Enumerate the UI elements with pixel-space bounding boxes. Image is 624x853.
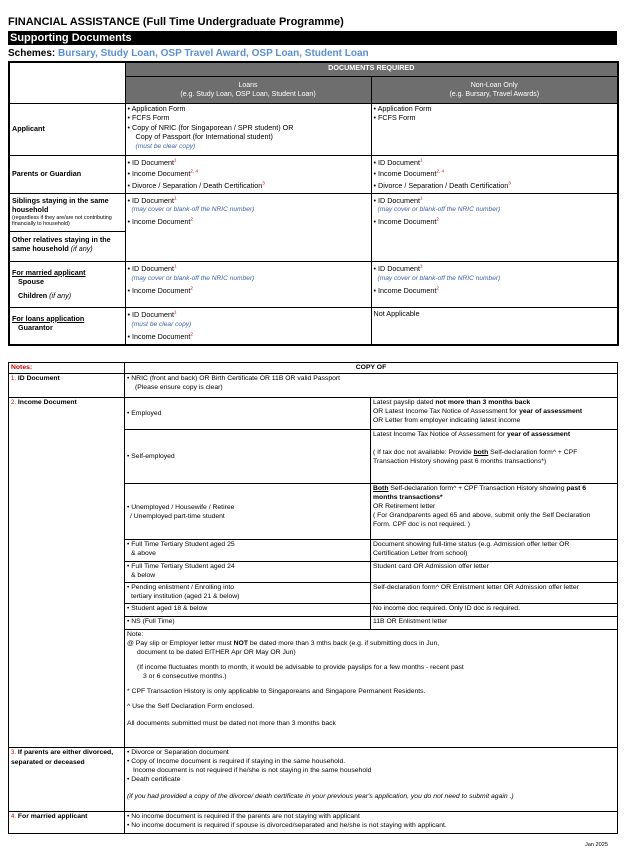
list-item: & below: [131, 572, 156, 579]
guarantor-loans-cell: [125, 307, 371, 345]
notes-table: [8, 362, 618, 834]
income-category: [125, 562, 371, 583]
list-item: • Application Form: [373, 103, 432, 113]
list-item-text: • ID Document: [127, 157, 174, 167]
nonloan-subtitle: (e.g. Bursary, Travel Awards): [449, 90, 540, 98]
list-item: [128, 286, 369, 296]
list-item-text: • Divorce / Separation / Death Certification: [127, 180, 263, 190]
nric-note: (may cover or blank-off the NRIC number): [131, 275, 255, 283]
list-item-text: • ID Document: [373, 157, 420, 167]
income-category: • Employed: [125, 398, 371, 430]
income-category: [125, 484, 371, 540]
notes-header: Notes:: [9, 363, 125, 374]
list-item-text: • ID Document: [127, 263, 174, 273]
income-category: • Student aged 18 & below: [125, 604, 371, 617]
list-item: [374, 169, 616, 179]
footnote-ref: 2: [436, 216, 439, 222]
married-nonloan-cell: [371, 261, 618, 307]
table-corner: [9, 62, 125, 103]
schemes-line: [8, 48, 369, 59]
income-docs: Student card OR Admission offer letter: [371, 562, 618, 583]
list-item: • Unemployed / Housewife / Retiree: [127, 503, 235, 511]
note-1-content: [125, 374, 618, 398]
list-item: Transaction History showing past 6 months transactions*): [373, 458, 547, 465]
list-item: • Copy of NRIC (for Singaporean / SPR student) OR: [127, 122, 294, 132]
nric-note: (may cover or blank-off the NRIC number): [131, 206, 255, 214]
table-row: [9, 193, 618, 231]
footnote-ref: 2, 4: [190, 168, 199, 174]
relatives-label: Other relatives staying in the same household: [12, 234, 111, 254]
applicant-loans-cell: [125, 103, 371, 155]
relatives-label-cell: [9, 231, 125, 261]
nric-note: (may cover or blank-off the NRIC number): [377, 206, 501, 214]
list-item: • NRIC (front and back) OR Birth Certificate OR 11B OR valid Passport: [127, 375, 341, 382]
list-item: [128, 196, 369, 206]
footnote-ref: 2: [190, 285, 193, 291]
note-title: Income Document: [17, 399, 77, 406]
relatives-if-any: (if any): [70, 244, 93, 254]
footnote-ref: 2: [436, 285, 439, 291]
siblings-loans-cell: [125, 193, 371, 261]
applicant-label: Applicant: [9, 103, 125, 155]
income-docs: Self-declaration form^ OR Enlistment letter OR Admission offer letter: [371, 583, 618, 604]
list-item: Both Self-declaration form^ + CPF Transaction History showing past 6: [373, 485, 587, 492]
list-item: • Pending enlistment / Enrolling into: [127, 584, 235, 591]
spacer: [127, 711, 615, 719]
list-item: [128, 310, 369, 320]
list-item-text: • Income Document: [373, 285, 437, 295]
siblings-label: Siblings staying in the same household: [12, 195, 109, 215]
list-item: 3 or 6 consecutive months.): [143, 673, 227, 680]
guarantor-label: Guarantor: [18, 323, 53, 333]
list-item: • Application Form: [127, 103, 186, 113]
footnote-ref: 2, 4: [436, 168, 445, 174]
list-item: & above: [131, 550, 156, 557]
note-3-content: [125, 748, 618, 812]
footnote-ref: 1: [173, 263, 177, 269]
income-docs: [371, 484, 618, 540]
list-item: Income document is not required if he/she is not staying in the same household: [133, 767, 372, 774]
nonloan-header: [371, 76, 618, 103]
list-item: • FCFS Form: [373, 113, 416, 123]
list-item-text: • ID Document: [373, 263, 420, 273]
loans-application-label: For loans application: [12, 313, 85, 323]
parents-nonloan-cell: [371, 155, 618, 193]
list-item: (Please ensure copy is clear): [135, 384, 223, 391]
footnote-ref: 2: [190, 216, 193, 222]
applicant-nonloan-cell: [371, 103, 618, 155]
list-item: (if you had provided a copy of the divorce/ death certificate in your previous year's application, you do not need to submit again .): [127, 793, 514, 800]
note-number: 2.: [11, 400, 17, 406]
footnote-ref: 1: [419, 157, 423, 163]
table-row: [9, 155, 618, 193]
married-loans-cell: [125, 261, 371, 307]
list-item: [128, 332, 369, 342]
income-category: [125, 583, 371, 604]
note-number: 1.: [11, 376, 17, 382]
note-number: 3.: [11, 750, 17, 756]
note-2-label: [9, 398, 125, 748]
footnote-ref: 3: [508, 180, 511, 186]
list-item: Latest Income Tax Notice of Assessment for year of assessment: [373, 431, 571, 438]
list-item-text: • Income Document: [127, 169, 191, 179]
list-item: * CPF Transaction History is only applicable to Singaporeans and Singapore Permanent Residents.: [127, 688, 426, 695]
list-item: [374, 181, 616, 191]
income-category: [125, 540, 371, 562]
table-row: [9, 374, 618, 398]
list-item: [374, 158, 616, 168]
note-number: 4.: [11, 814, 17, 820]
spacer: [373, 439, 615, 448]
loans-header: [125, 76, 371, 103]
loans-subtitle: (e.g. Study Loan, OSP Loan, Student Loan): [180, 90, 316, 98]
list-item-text: • Income Document: [373, 216, 437, 226]
list-item: [374, 217, 616, 227]
income-docs: [371, 398, 618, 430]
list-item: OR Letter from employer indicating latest income: [373, 417, 521, 424]
list-item: months transactions*: [373, 494, 443, 501]
list-item: / Unemployed part-time student: [130, 512, 225, 520]
list-item-text: • Income Document: [127, 285, 191, 295]
clear-copy-note: (must be clear copy): [131, 321, 192, 329]
children-label-line: [12, 291, 123, 301]
list-item: Certification Letter from school): [373, 550, 468, 557]
list-item: • No income document is required if the parents are not staying with applicant: [127, 813, 360, 820]
note-title: If parents are either divorced, separated or deceased: [11, 749, 114, 766]
guarantor-label-cell: [9, 307, 125, 345]
list-item: [128, 169, 369, 179]
footnote-ref: 1: [173, 309, 177, 315]
note-3-label: [9, 748, 125, 812]
footnote-ref: 1: [173, 157, 177, 163]
married-label-cell: [9, 261, 125, 307]
list-item: [374, 196, 616, 206]
section-bar: Supporting Documents: [8, 31, 617, 45]
clear-copy-note: (must be clear copy): [135, 142, 196, 150]
list-item-text: • Divorce / Separation / Death Certification: [373, 180, 509, 190]
list-item: ( If tax doc not available: Provide both Self-declaration form^ + CPF: [373, 449, 578, 456]
list-item: Latest payslip dated not more than 3 months back: [373, 399, 531, 406]
guarantor-nonloan-cell: Not Applicable: [371, 307, 618, 345]
income-docs: [371, 430, 618, 484]
children-if-any: (if any): [49, 290, 72, 300]
income-docs: 11B OR Enlistment letter: [371, 617, 618, 630]
table-row: [9, 748, 618, 812]
schemes-values: Bursary, Study Loan, OSP Travel Award, OSP Loan, Student Loan: [58, 48, 369, 59]
list-item: [374, 286, 616, 296]
list-item-text: • ID Document: [373, 195, 420, 205]
siblings-label-cell: [9, 193, 125, 231]
note-4-label: [9, 812, 125, 834]
list-item: • Full Time Tertiary Student aged 24: [127, 563, 235, 570]
income-category: • NS (Full Time): [125, 617, 371, 630]
footnote-ref: 1: [419, 263, 423, 269]
note-title: ID Document: [17, 375, 60, 382]
parents-loans-cell: [125, 155, 371, 193]
list-item-text: • ID Document: [127, 309, 174, 319]
income-notes: [125, 630, 618, 748]
documents-required-header: DOCUMENTS REQUIRED: [125, 62, 618, 76]
list-item-text: • Income Document: [127, 331, 191, 341]
income-docs: No income doc required. Only ID doc is required.: [371, 604, 618, 617]
list-item: [374, 264, 616, 274]
list-item: • FCFS Form: [127, 113, 170, 123]
documents-required-table: [8, 61, 619, 346]
list-item: Form. CPF doc is not required. ): [373, 521, 471, 528]
siblings-nonloan-cell: [371, 193, 618, 261]
income-docs: [371, 540, 618, 562]
note-label: Note:: [127, 631, 144, 638]
married-label: For married applicant: [12, 267, 86, 277]
footnote-ref: 3: [262, 180, 265, 186]
list-item: • Divorce or Separation document: [127, 749, 229, 756]
spouse-label: Spouse: [18, 277, 44, 287]
list-item-text: • ID Document: [127, 195, 174, 205]
list-item: [128, 264, 369, 274]
siblings-sublabel: (regardless if they are/are not contributing financially to household): [12, 214, 112, 228]
list-item: document to be dated EITHER Apr OR May OR Jun): [137, 649, 296, 656]
table-row: [9, 398, 618, 430]
list-item: • Copy of Income document is required if staying in the same household.: [127, 758, 346, 765]
note-1-label: [9, 374, 125, 398]
table-row: [9, 103, 618, 155]
list-item: OR Latest Income Tax Notice of Assessment for year of assessment: [373, 408, 583, 415]
page-title: FINANCIAL ASSISTANCE (Full Time Undergraduate Programme): [8, 16, 344, 28]
children-label: Children: [18, 290, 48, 300]
schemes-label: Schemes:: [8, 48, 56, 59]
list-item: [128, 181, 369, 191]
list-item: [128, 158, 369, 168]
nonloan-title: Non-Loan Only: [470, 81, 518, 89]
footnote-ref: 1: [419, 195, 423, 201]
list-item: • Death certificate: [127, 776, 181, 783]
footnote-ref: 2: [190, 331, 193, 337]
list-item: ( For Grandparents aged 65 and above, submit only the Self Declaration: [373, 512, 591, 519]
list-item: ^ Use the Self Declaration Form enclosed.: [127, 703, 255, 710]
list-item: All documents submitted must be dated not more than 3 months back: [127, 720, 336, 727]
table-row: [9, 261, 618, 307]
parents-label: Parents or Guardian: [9, 155, 125, 193]
list-item: (If income fluctuates month to month, it would be advisable to provide payslips for a few months - recent past: [137, 664, 464, 671]
list-item: @ Pay slip or Employer letter must NOT be dated more than 3 mths back (e.g. if submitting docs in Jun,: [127, 640, 440, 647]
list-item-text: • Income Document: [373, 169, 437, 179]
list-item: OR Retirement letter: [373, 503, 436, 510]
income-category: • Self-employed: [125, 430, 371, 484]
footnote-ref: 1: [173, 195, 177, 201]
list-item: • No income document is required if spouse is divorced/separated and he/she is not staying with applicant.: [127, 822, 447, 829]
list-item: Copy of Passport (for International student): [135, 132, 273, 142]
table-row: [9, 307, 618, 345]
footer-date: Jan 2025: [584, 842, 608, 848]
copy-of-header: COPY OF: [125, 363, 618, 374]
list-item: [128, 217, 369, 227]
loans-title: Loans: [238, 81, 258, 89]
table-row: [9, 812, 618, 834]
spacer: [127, 784, 615, 792]
list-item: tertiary institution (aged 21 & below): [131, 593, 240, 600]
list-item: • Full Time Tertiary Student aged 25: [127, 541, 235, 548]
list-item-text: • Income Document: [127, 216, 191, 226]
note-title: For married applicant: [17, 813, 88, 820]
list-item: Document showing full-time status (e.g. Admission offer letter OR: [373, 541, 570, 548]
nric-note: (may cover or blank-off the NRIC number): [377, 275, 501, 283]
note-4-content: [125, 812, 618, 834]
